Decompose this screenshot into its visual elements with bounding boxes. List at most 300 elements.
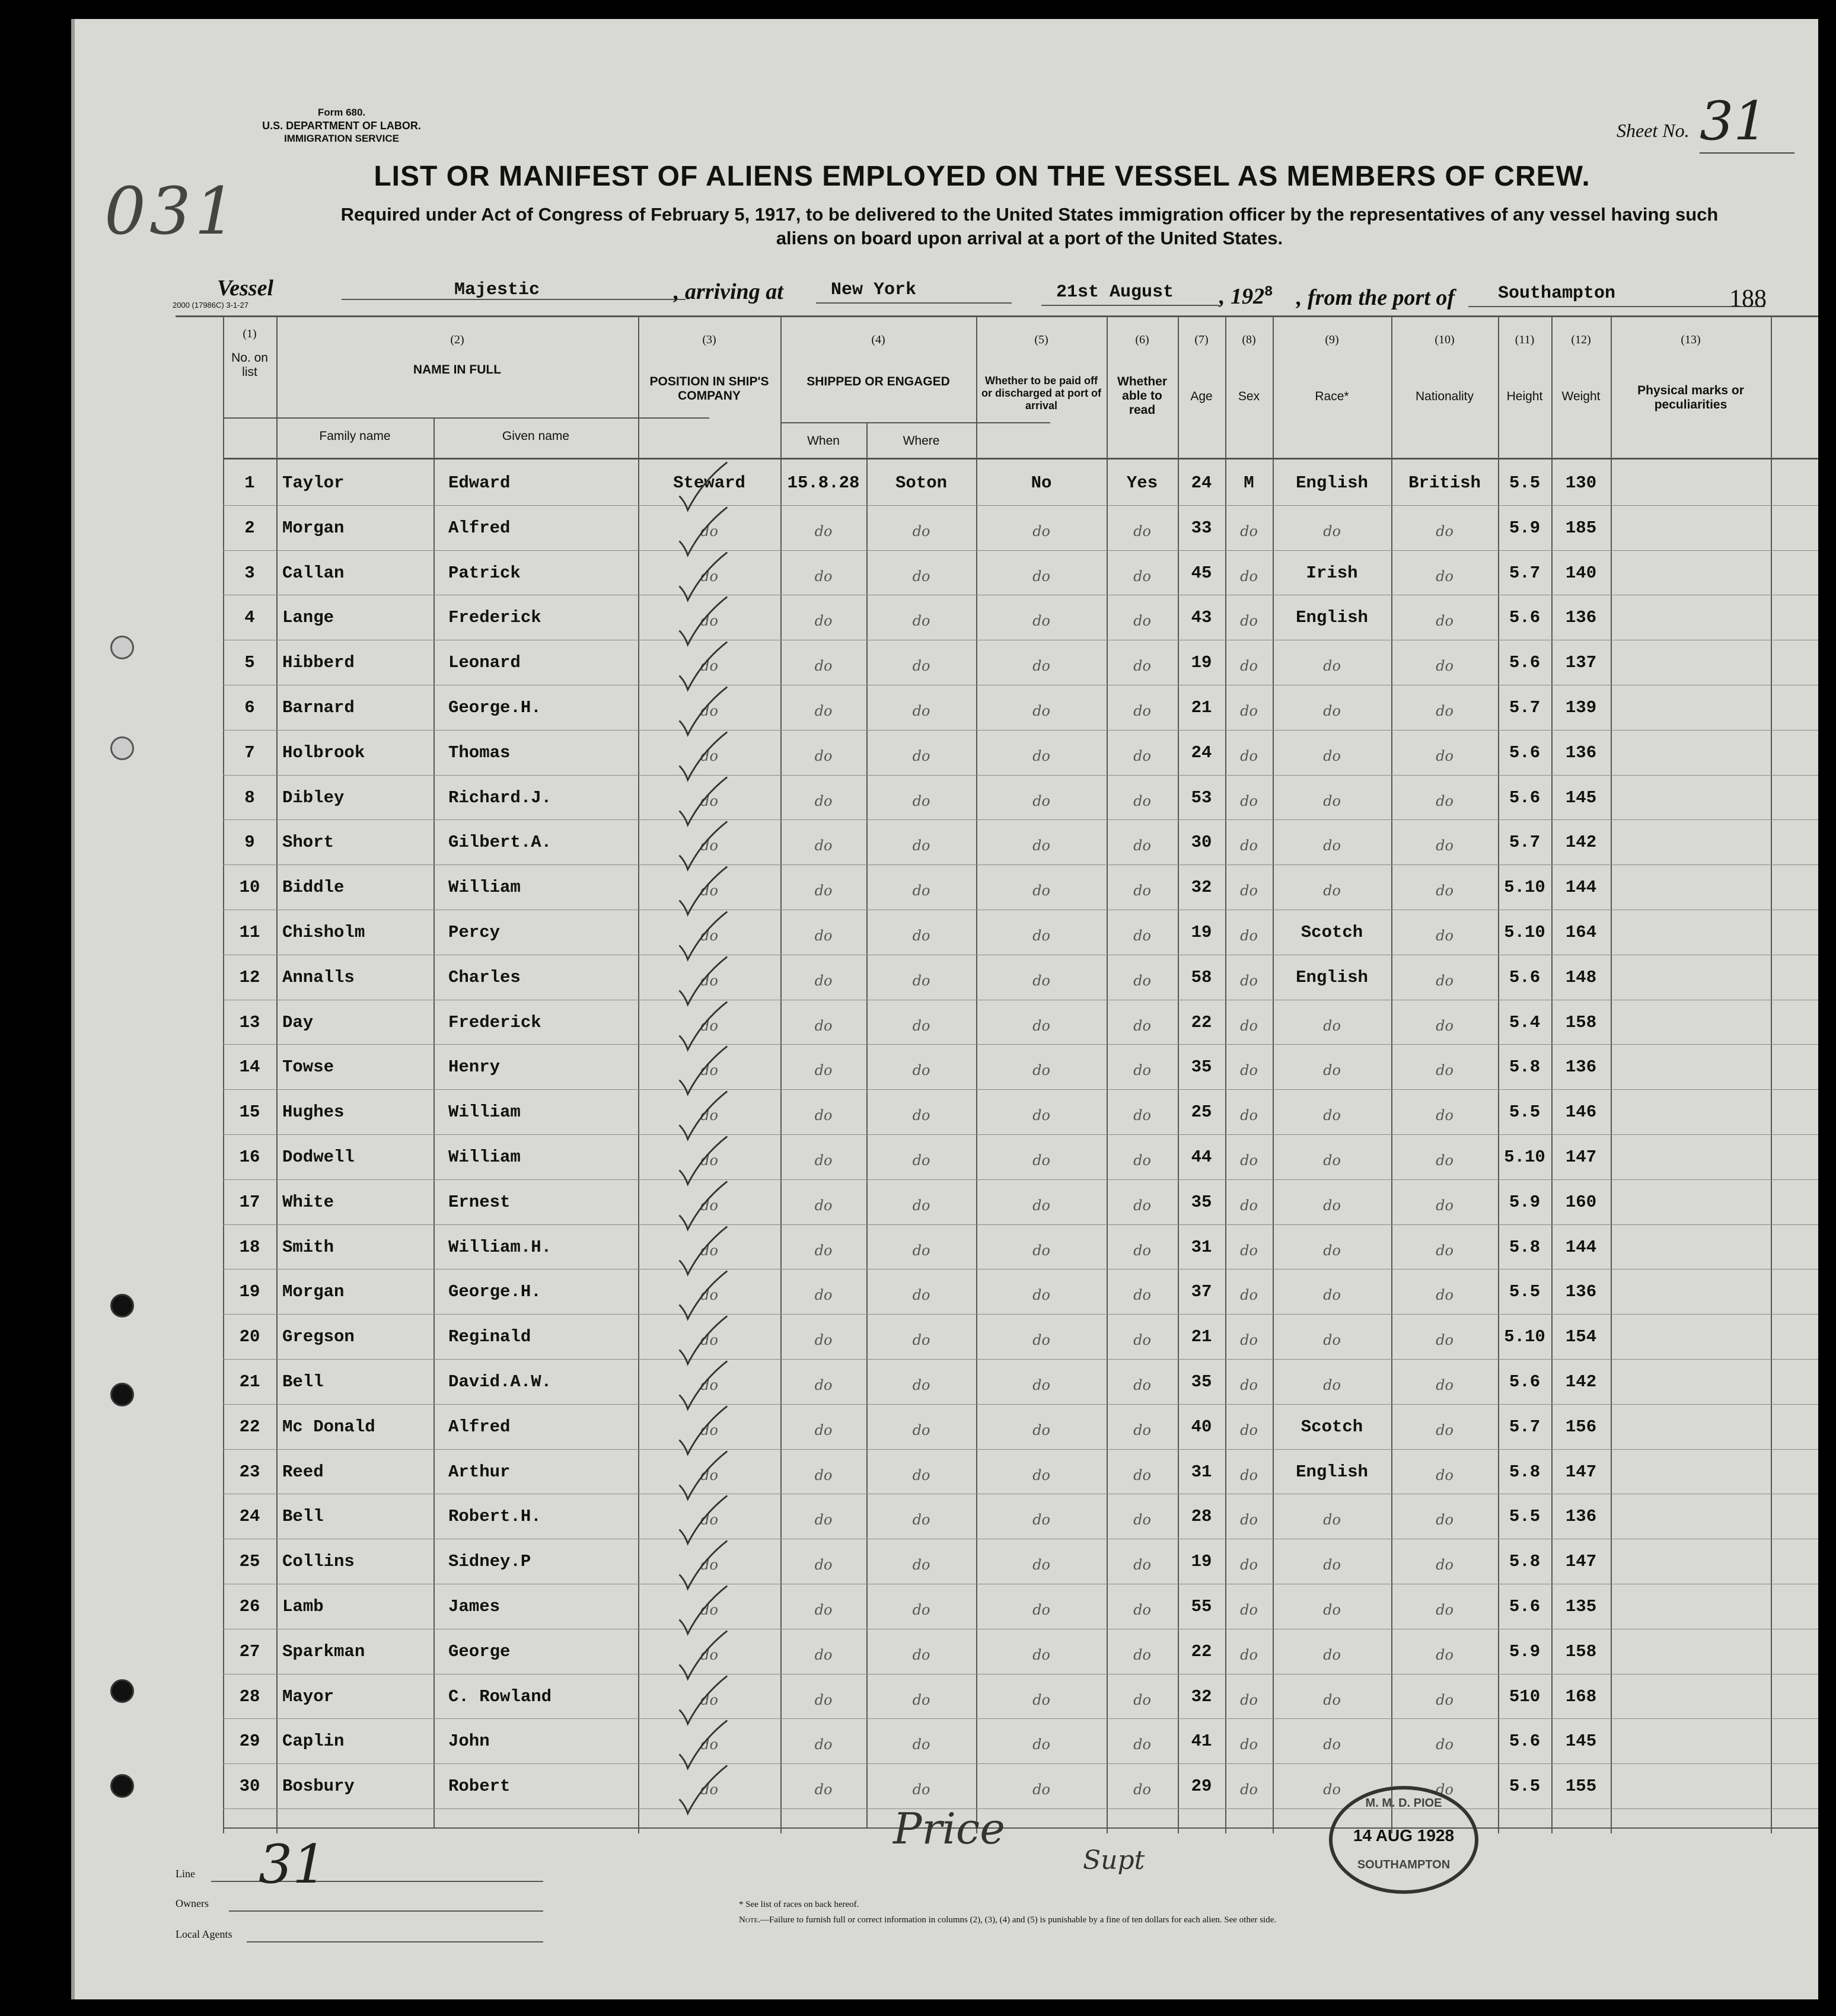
- family-name-cell: White: [282, 1192, 334, 1212]
- fine-note: Note.—Failure to furnish full or correct information in columns (2), (3), (4) and (5) is punishable by a fine of ten dollars for each alien. See other side.: [739, 1915, 1277, 1925]
- row-number: 24: [239, 1507, 260, 1527]
- weight-cell: 148: [1565, 967, 1597, 987]
- when-cell: do: [814, 1602, 833, 1618]
- sex-cell: do: [1240, 1781, 1258, 1798]
- sex-cell: do: [1240, 1107, 1258, 1124]
- service-label: IMMIGRATION SERVICE: [284, 133, 399, 144]
- when-cell: do: [814, 1332, 833, 1349]
- age-cell: 40: [1191, 1417, 1212, 1437]
- given-name-cell: Alfred: [448, 1417, 511, 1437]
- read-cell: do: [1133, 1017, 1151, 1034]
- position-cell: Steward: [673, 473, 745, 493]
- table-row-line: [223, 1089, 1818, 1090]
- date-underline: [1041, 305, 1219, 306]
- race-cell: do: [1323, 837, 1341, 854]
- where-cell: do: [912, 837, 930, 854]
- signature: Price: [893, 1804, 1005, 1854]
- height-cell: 5.9: [1509, 1192, 1541, 1212]
- position-cell: do: [700, 1152, 718, 1169]
- when-cell: do: [814, 1377, 833, 1393]
- arriving-port: New York: [831, 280, 917, 300]
- height-cell: 5.7: [1509, 1417, 1541, 1437]
- height-cell: 5.7: [1509, 563, 1541, 583]
- read-cell: do: [1133, 1556, 1151, 1574]
- from-underline: [1468, 306, 1765, 307]
- race-cell: Scotch: [1301, 1417, 1363, 1437]
- nationality-cell: do: [1436, 1152, 1454, 1169]
- paid-cell: do: [1032, 1287, 1050, 1304]
- nationality-cell: do: [1436, 1197, 1454, 1214]
- where-cell: do: [912, 1556, 930, 1574]
- nationality-cell: do: [1436, 658, 1454, 675]
- family-name-cell: Reed: [282, 1462, 324, 1482]
- read-cell: do: [1133, 927, 1151, 944]
- height-cell: 5.5: [1509, 473, 1541, 493]
- sex-cell: do: [1240, 792, 1258, 809]
- read-cell: do: [1133, 837, 1151, 854]
- family-name-cell: Hibberd: [282, 653, 355, 673]
- from-port: Southampton: [1498, 283, 1616, 304]
- race-cell: Irish: [1306, 563, 1358, 583]
- weight-cell: 168: [1565, 1686, 1597, 1706]
- position-cell: do: [700, 1332, 718, 1349]
- sheet-label: Sheet No.: [1617, 120, 1690, 141]
- nationality-cell: do: [1436, 882, 1454, 899]
- sex-cell: do: [1240, 1242, 1258, 1259]
- punch-hole: [110, 1774, 134, 1798]
- sex-cell: do: [1240, 613, 1258, 630]
- age-cell: 45: [1191, 563, 1212, 583]
- race-cell: do: [1323, 1152, 1341, 1169]
- family-name-cell: Hughes: [282, 1102, 345, 1122]
- family-name-cell: Morgan: [282, 1282, 345, 1302]
- nationality-cell: do: [1436, 1646, 1454, 1663]
- read-cell: do: [1133, 703, 1151, 719]
- read-cell: do: [1133, 658, 1151, 675]
- family-name-cell: Short: [282, 832, 334, 853]
- position-cell: do: [700, 1242, 718, 1259]
- when-cell: do: [814, 1691, 833, 1708]
- when-cell: do: [814, 1421, 833, 1438]
- when-cell: do: [814, 747, 833, 764]
- when-cell: do: [814, 613, 833, 630]
- race-cell: do: [1323, 1602, 1341, 1618]
- height-cell: 5.7: [1509, 698, 1541, 717]
- height-cell: 5.8: [1509, 1462, 1541, 1482]
- header-name-in-full: NAME IN FULL: [413, 363, 502, 377]
- given-name-cell: Edward: [448, 473, 511, 493]
- position-cell: do: [700, 1556, 718, 1574]
- age-cell: 31: [1191, 1237, 1212, 1257]
- where-cell: do: [912, 1691, 930, 1708]
- height-cell: 5.6: [1509, 1731, 1541, 1752]
- vessel-label: Vessel: [217, 276, 273, 301]
- given-name-cell: George.H.: [448, 1282, 541, 1302]
- where-cell: do: [912, 1017, 930, 1034]
- sex-cell: do: [1240, 1332, 1258, 1349]
- position-cell: do: [700, 1466, 718, 1484]
- position-cell: do: [700, 1691, 718, 1708]
- weight-cell: 145: [1565, 787, 1597, 808]
- family-name-cell: Mayor: [282, 1686, 334, 1706]
- given-name-cell: Robert.H.: [448, 1507, 541, 1527]
- height-cell: 5.6: [1509, 1372, 1541, 1392]
- race-cell: do: [1323, 1511, 1341, 1529]
- row-number: 16: [239, 1147, 260, 1167]
- where-cell: do: [912, 1377, 930, 1393]
- row-number: 27: [239, 1641, 260, 1661]
- race-cell: do: [1323, 1736, 1341, 1753]
- weight-cell: 145: [1565, 1731, 1597, 1752]
- family-name-cell: Taylor: [282, 473, 345, 493]
- age-cell: 55: [1191, 1597, 1212, 1616]
- family-name-cell: Barnard: [282, 698, 355, 717]
- subtitle-line-1: Required under Act of Congress of February 5, 1917, to be delivered to the United States immigration officer by the representatives of any vessel having such: [340, 204, 1719, 225]
- family-name-cell: Morgan: [282, 518, 345, 538]
- nationality-cell: do: [1436, 1377, 1454, 1393]
- given-name-cell: Reginald: [448, 1327, 531, 1347]
- weight-cell: 185: [1565, 518, 1597, 538]
- age-cell: 35: [1191, 1192, 1212, 1212]
- age-cell: 35: [1191, 1372, 1212, 1392]
- where-cell: do: [912, 567, 930, 585]
- age-cell: 19: [1191, 923, 1212, 942]
- position-cell: do: [700, 1736, 718, 1753]
- weight-cell: 158: [1565, 1012, 1597, 1032]
- race-cell: do: [1323, 1691, 1341, 1708]
- table-row-line: [223, 1224, 1818, 1225]
- age-cell: 33: [1191, 518, 1212, 538]
- race-cell: do: [1323, 703, 1341, 719]
- shipped-subheader-line: [780, 422, 1050, 423]
- race-cell: do: [1323, 882, 1341, 899]
- given-name-cell: Robert: [448, 1776, 511, 1797]
- age-cell: 44: [1191, 1147, 1212, 1167]
- nationality-cell: do: [1436, 837, 1454, 854]
- where-cell: do: [912, 972, 930, 989]
- race-cell: do: [1323, 1287, 1341, 1304]
- when-cell: do: [814, 1511, 833, 1529]
- header-height: Height: [1506, 390, 1543, 403]
- position-cell: do: [700, 1017, 718, 1034]
- given-name-cell: James: [448, 1597, 501, 1616]
- sex-cell: do: [1240, 1556, 1258, 1574]
- paid-cell: do: [1032, 1152, 1050, 1169]
- height-cell: 5.6: [1509, 1597, 1541, 1616]
- row-number: 7: [244, 742, 255, 763]
- form-number: Form 680.: [317, 107, 366, 118]
- when-cell: do: [814, 703, 833, 719]
- position-cell: do: [700, 567, 718, 585]
- weight-cell: 136: [1565, 1282, 1597, 1302]
- weight-cell: 136: [1565, 1507, 1597, 1527]
- given-name-cell: Frederick: [448, 608, 541, 628]
- read-cell: do: [1133, 1466, 1151, 1484]
- nationality-cell: do: [1436, 613, 1454, 630]
- paid-cell: do: [1032, 1736, 1050, 1753]
- weight-cell: 137: [1565, 653, 1597, 673]
- paid-cell: do: [1032, 1242, 1050, 1259]
- paid-cell: do: [1032, 1646, 1050, 1663]
- race-cell: do: [1323, 658, 1341, 675]
- position-cell: do: [700, 747, 718, 764]
- row-number: 3: [244, 563, 255, 583]
- page-title: LIST OR MANIFEST OF ALIENS EMPLOYED ON THE VESSEL AS MEMBERS OF CREW.: [374, 161, 1590, 192]
- read-cell: do: [1133, 1332, 1151, 1349]
- height-cell: 5.10: [1504, 923, 1545, 942]
- row-number: 12: [239, 967, 260, 987]
- where-cell: do: [912, 1287, 930, 1304]
- sex-cell: do: [1240, 1421, 1258, 1438]
- sex-cell: do: [1240, 1062, 1258, 1079]
- paid-cell: do: [1032, 1691, 1050, 1708]
- age-cell: 21: [1191, 1327, 1212, 1347]
- given-name-cell: William: [448, 1102, 521, 1122]
- age-cell: 32: [1191, 878, 1212, 898]
- height-cell: 5.9: [1509, 518, 1541, 538]
- paid-cell: do: [1032, 658, 1050, 675]
- sex-cell: do: [1240, 1017, 1258, 1034]
- weight-cell: 147: [1565, 1462, 1597, 1482]
- row-number: 22: [239, 1417, 260, 1437]
- race-cell: English: [1296, 967, 1368, 987]
- age-cell: 29: [1191, 1776, 1212, 1797]
- row-number: 25: [239, 1552, 260, 1572]
- weight-cell: 156: [1565, 1417, 1597, 1437]
- height-cell: 5.10: [1504, 878, 1545, 898]
- read-cell: Yes: [1126, 473, 1158, 493]
- read-cell: do: [1133, 792, 1151, 809]
- race-cell: do: [1323, 792, 1341, 809]
- paid-cell: do: [1032, 792, 1050, 809]
- position-cell: do: [700, 658, 718, 675]
- where-cell: do: [912, 927, 930, 944]
- family-name-cell: Smith: [282, 1237, 334, 1257]
- from-port-label: , from the port of: [1296, 285, 1455, 310]
- punch-hole: [110, 1383, 134, 1406]
- when-cell: do: [814, 837, 833, 854]
- nationality-cell: do: [1436, 1781, 1454, 1798]
- weight-cell: 155: [1565, 1776, 1597, 1797]
- where-cell: do: [912, 1152, 930, 1169]
- sex-cell: do: [1240, 1511, 1258, 1529]
- sex-cell: do: [1240, 747, 1258, 764]
- header-family-name: Family name: [319, 429, 391, 443]
- height-cell: 510: [1509, 1686, 1541, 1706]
- year-label: , $192^8$: [1219, 284, 1273, 309]
- signature-suffix: Supt: [1083, 1845, 1145, 1875]
- row-number: 4: [244, 608, 255, 628]
- age-cell: 53: [1191, 787, 1212, 808]
- row-number: 26: [239, 1597, 260, 1616]
- header-age: Age: [1190, 390, 1213, 403]
- weight-cell: 146: [1565, 1102, 1597, 1122]
- header-shipped: SHIPPED OR ENGAGED: [807, 375, 950, 388]
- where-cell: do: [912, 658, 930, 675]
- given-name-cell: Gilbert.A.: [448, 832, 552, 853]
- where-cell: do: [912, 747, 930, 764]
- age-cell: 37: [1191, 1282, 1212, 1302]
- when-cell: do: [814, 1781, 833, 1798]
- where-cell: Soton: [895, 473, 947, 493]
- given-name-cell: Charles: [448, 967, 521, 987]
- when-cell: do: [814, 1107, 833, 1124]
- family-name-cell: Chisholm: [282, 923, 365, 942]
- manifest-sheet: Form 680. U.S. DEPARTMENT OF LABOR. IMMIGRATION SERVICE 031 Sheet No. 31 LIST OR MANIFEST OF ALIENS EMPLOYED ON THE VESSEL AS MEMBERS OF CREW. Required under Act of Congress of February 5, 1917, to be delivered to the United States immigration officer by the representatives of any vessel having such aliens on board upon arrival at a port of the United States. Vessel 2000 (17986C) 3-1-27 Majestic , arriving at New York 21st August , $192^8$ , from the port of Southampton 188 (1) No. on list (2) NAME IN FULL Family name Given name (3) POSITION IN SHIP'S COMPANY (4) SHIPPED OR ENGAGED When Where (5) Whether to be paid off or discharged at port of arrival (6) Whether able to read (7) Age (8) Sex (9) Race* (10) Nationality (11) Height (12) Weight (13) Physical marks or peculiarities 1 Taylor Edward Steward 15.8.28 Soton No Yes 24 M English British 5.5 130 2 Morgan Alfred do do do do do 33 do do do 5.9 185 3 Callan Patrick do do do do do 45 do Irish do 5.7 140 4 Lange Frederick do do do do do 43 do English do 5.6 136 5 Hibberd Leonard do do do do do 19 do do do 5.6 137 6 Barnard George.H. do do do do do 21 do do do 5.7 139 7 Holbrook Thomas do do do do do 24 do do do 5.6 136 8 Dibley Richard.J. do do do do do 53 do do do 5.6 145 9 Short Gilbert.A. do do do do do 30 do do do 5.7 142 10 Biddle William do do do do do 32 do do do 5.10 144 11 Chisholm Percy do do do do do 19 do Scotch do 5.10 164 12 Annalls Charles do do do do do 58 do English do 5.6 148 13 Day Frederick do do do do do 22 do do do 5.4 158 14 Towse Henry do do do do do 35 do do do 5.8 136 15 Hughes William do do do do do 25 do do do 5.5 146 16 Dodwell William do do do do do 44 do do do 5.10 147 17 White Ernest do do do do do 35 do do do 5.9 160 18 Smith William.H. do do do do do 31 do do do 5.8 144 19 Morgan George.H. do do do do do 37 do do do 5.5 136 20 Gregson Reginald do do do do do 21 do do do 5.10 154 21 Bell David.A.W. do do do do do 35 do do do 5.6 142 22 Mc Donald Alfred do do do do do 40 do Scotch do 5.7 156 23 Reed Arthur do do do do do 31 do English do 5.8 147 24 Bell Robert.H. do do do do do 28 do do do 5.5 136 25 Collins Sidney.P do do do do do 19 do do do 5.8 147 26 Lamb James do do do do do 55 do do do 5.6 135 27 Sparkman George do do do do do 22 do do do 5.9 158 28 Mayor C. Rowland do do do do do 32 do do do 510 168 29 Caplin John do do do do do 41 do do do 5.6 145 30 Bosbury Robert do do do do do 29 do do do 5.5 155 Line 31 Owners Local Agents Price Supt M. M. D. PIOE 14 AUG 1928 SOUTHAMPTON * See list of races on back hereof. Note.—Failure to furnish full or correct information in columns (2), (3), (4) and (5) is punishable by a fine of ten dollars for each alien. See other side.: [71, 19, 1818, 1999]
- read-cell: do: [1133, 1646, 1151, 1663]
- position-cell: do: [700, 882, 718, 899]
- height-cell: 5.7: [1509, 832, 1541, 853]
- weight-cell: 142: [1565, 1372, 1597, 1392]
- family-name-cell: Biddle: [282, 878, 345, 898]
- where-cell: do: [912, 613, 930, 630]
- age-cell: 22: [1191, 1012, 1212, 1032]
- nationality-cell: do: [1436, 522, 1454, 540]
- position-cell: do: [700, 972, 718, 989]
- sex-cell: do: [1240, 882, 1258, 899]
- height-cell: 5.6: [1509, 967, 1541, 987]
- row-number: 21: [239, 1372, 260, 1392]
- row-number: 10: [239, 878, 260, 898]
- given-name-cell: Frederick: [448, 1012, 541, 1032]
- nationality-cell: do: [1436, 1736, 1454, 1753]
- weight-cell: 139: [1565, 698, 1597, 717]
- family-name-cell: Day: [282, 1012, 314, 1032]
- table-row-line: [223, 1763, 1818, 1764]
- race-note: * See list of races on back hereof.: [739, 1900, 859, 1909]
- weight-cell: 144: [1565, 1237, 1597, 1257]
- height-cell: 5.4: [1509, 1012, 1541, 1032]
- header-where: Where: [903, 434, 940, 448]
- sheet-number: 31: [1700, 90, 1794, 154]
- paid-cell: do: [1032, 567, 1050, 585]
- vessel-underline: [342, 299, 686, 300]
- read-cell: do: [1133, 1691, 1151, 1708]
- sex-cell: do: [1240, 1152, 1258, 1169]
- read-cell: do: [1133, 1602, 1151, 1618]
- given-name-cell: C. Rowland: [448, 1686, 552, 1706]
- punch-hole: [110, 1294, 134, 1318]
- race-cell: do: [1323, 1062, 1341, 1079]
- arrival-date: 21st August: [1056, 282, 1174, 302]
- nationality-cell: do: [1436, 747, 1454, 764]
- race-cell: do: [1323, 1332, 1341, 1349]
- height-cell: 5.6: [1509, 608, 1541, 628]
- height-cell: 5.5: [1509, 1507, 1541, 1527]
- row-number: 20: [239, 1327, 260, 1347]
- race-cell: do: [1323, 522, 1341, 540]
- check-mark-icon: [674, 1760, 730, 1816]
- where-cell: do: [912, 1242, 930, 1259]
- position-cell: do: [700, 522, 718, 540]
- read-cell: do: [1133, 567, 1151, 585]
- when-cell: do: [814, 1242, 833, 1259]
- when-cell: do: [814, 1062, 833, 1079]
- position-cell: do: [700, 1646, 718, 1663]
- age-cell: 25: [1191, 1102, 1212, 1122]
- weight-cell: 135: [1565, 1597, 1597, 1616]
- table-row-line: [223, 1359, 1818, 1360]
- position-cell: do: [700, 1287, 718, 1304]
- family-name-cell: Caplin: [282, 1731, 345, 1752]
- paid-cell: do: [1032, 1017, 1050, 1034]
- race-cell: do: [1323, 1646, 1341, 1663]
- when-cell: do: [814, 1287, 833, 1304]
- table-bottom-border: [223, 1827, 1818, 1829]
- age-cell: 24: [1191, 742, 1212, 763]
- given-name-cell: George.H.: [448, 698, 541, 717]
- paid-cell: do: [1032, 522, 1050, 540]
- when-cell: do: [814, 1646, 833, 1663]
- read-cell: do: [1133, 1736, 1151, 1753]
- age-cell: 30: [1191, 832, 1212, 853]
- position-cell: do: [700, 1062, 718, 1079]
- nationality-cell: do: [1436, 1107, 1454, 1124]
- where-cell: do: [912, 882, 930, 899]
- page-edges: [71, 19, 75, 1999]
- row-number: 29: [239, 1731, 260, 1752]
- sex-cell: do: [1240, 658, 1258, 675]
- sex-cell: do: [1240, 1646, 1258, 1663]
- height-cell: 5.6: [1509, 653, 1541, 673]
- paid-cell: No: [1031, 473, 1052, 493]
- race-cell: Scotch: [1301, 923, 1363, 942]
- race-cell: do: [1323, 1107, 1341, 1124]
- paid-cell: do: [1032, 747, 1050, 764]
- given-name-cell: Percy: [448, 923, 501, 942]
- when-cell: do: [814, 1736, 833, 1753]
- age-cell: 35: [1191, 1057, 1212, 1077]
- punch-hole: [110, 636, 134, 659]
- table-row-line: [223, 1449, 1818, 1450]
- weight-cell: 164: [1565, 923, 1597, 942]
- weight-cell: 136: [1565, 742, 1597, 763]
- where-cell: do: [912, 522, 930, 540]
- row-number: 1: [244, 473, 255, 493]
- nationality-cell: do: [1436, 567, 1454, 585]
- weight-cell: 136: [1565, 608, 1597, 628]
- where-cell: do: [912, 1736, 930, 1753]
- row-number: 23: [239, 1462, 260, 1482]
- race-cell: do: [1323, 1242, 1341, 1259]
- sex-cell: do: [1240, 567, 1258, 585]
- position-cell: do: [700, 613, 718, 630]
- header-given-name: Given name: [502, 429, 570, 443]
- row-number: 8: [244, 787, 255, 808]
- header-able-read: Whether able to read: [1117, 375, 1167, 417]
- row-number: 11: [239, 923, 260, 942]
- read-cell: do: [1133, 1377, 1151, 1393]
- nationality-cell: do: [1436, 1242, 1454, 1259]
- weight-cell: 140: [1565, 563, 1597, 583]
- paid-cell: do: [1032, 837, 1050, 854]
- sex-cell: do: [1240, 1691, 1258, 1708]
- read-cell: do: [1133, 1511, 1151, 1529]
- family-name-cell: Collins: [282, 1552, 355, 1572]
- given-name-cell: John: [448, 1731, 490, 1752]
- given-name-cell: Arthur: [448, 1462, 511, 1482]
- table-row-line: [223, 775, 1818, 776]
- paid-cell: do: [1032, 972, 1050, 989]
- paid-cell: do: [1032, 1511, 1050, 1529]
- sex-cell: do: [1240, 1377, 1258, 1393]
- family-name-cell: Lamb: [282, 1597, 324, 1616]
- sex-cell: do: [1240, 703, 1258, 719]
- paid-cell: do: [1032, 1556, 1050, 1574]
- paid-cell: do: [1032, 1062, 1050, 1079]
- given-name-cell: William: [448, 1147, 521, 1167]
- table-header-bottom: [223, 458, 1818, 460]
